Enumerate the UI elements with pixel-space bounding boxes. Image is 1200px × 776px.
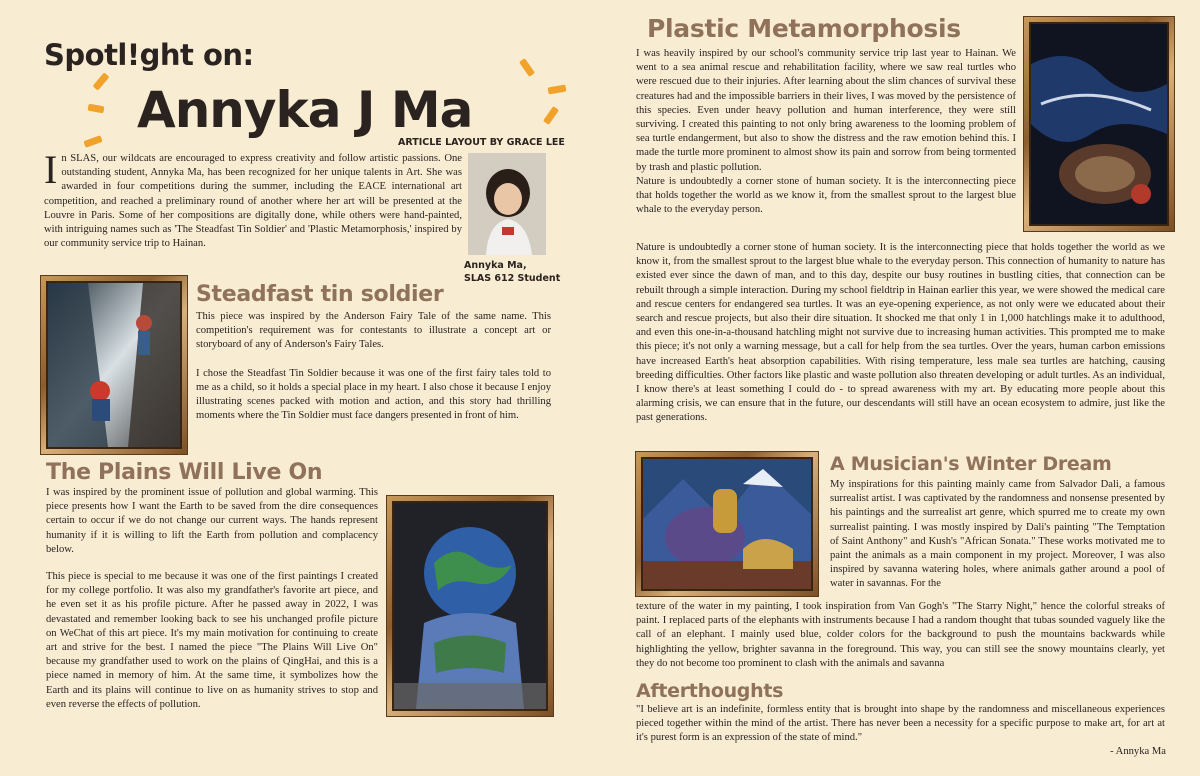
intro-paragraph xyxy=(44,152,462,268)
plains-artwork xyxy=(392,501,548,711)
plains-body-bottom xyxy=(46,570,378,712)
intro-dropcap: I xyxy=(44,152,58,192)
spotlight-label: Spotl!ght on: xyxy=(44,38,254,72)
student-portrait xyxy=(468,153,546,255)
musician-body-top xyxy=(830,478,1165,592)
spark-decoration xyxy=(548,84,567,94)
spark-decoration xyxy=(88,104,105,114)
portrait-caption-name: Annyka Ma, xyxy=(464,260,527,271)
steadfast-paragraph-2: I chose the Steadfast Tin Soldier because it was one of the first fairy tales told to me as a child, so it holds a special place in my heart. I also chose it because I enjoy illustrating scenes packed with motion and action, and this story had thrilling moments where the Tin Soldier must face dangers presented in front of him. xyxy=(196,367,551,422)
spark-decoration xyxy=(93,72,110,90)
layout-credit: ARTICLE LAYOUT BY GRACE LEE xyxy=(398,137,565,148)
musician-artwork xyxy=(641,457,813,591)
plastic-body-top xyxy=(636,47,1016,217)
plastic-paragraph-1b: Nature is undoubtedly a corner stone of human society. It is the interconnecting piece that holds together the world as we know it, from the smallest sprout to the largest blue whale to the everyday person. xyxy=(636,175,1016,216)
spark-decoration xyxy=(543,106,559,125)
musician-paragraph-2: texture of the water in my painting, I took inspiration from Van Gogh's "The Starry Night," hence the colorful streaks of paint. I replaced parts of the elephants with instruments because I had a random thought that tubas sounded vaguely like the call of an elephant. I mainly used blue, colder colors for the background to push the mountains backwards while highlighting the yellow, brighter savanna in the foreground. This way, you can still see the snowy mountains clearly, yet they do not become too prominent to clash with the animals and savanna xyxy=(636,601,1165,669)
plains-artwork-frame xyxy=(386,495,554,717)
plastic-artwork xyxy=(1029,22,1169,226)
afterthoughts-title: Afterthoughts xyxy=(636,680,784,702)
plains-body-top xyxy=(46,486,378,557)
musician-title: A Musician's Winter Dream xyxy=(830,453,1112,475)
spark-decoration xyxy=(519,58,535,77)
steadfast-artwork xyxy=(46,281,182,449)
spark-decoration xyxy=(83,135,102,148)
steadfast-paragraph-1: This piece was inspired by the Anderson Fairy Tale of the same name. This competition's requirement was for contestants to illustrate a concept art or storyboard of any of Anderson's Fairy Tales. xyxy=(196,311,551,351)
plains-paragraph-1: I was inspired by the prominent issue of pollution and global warming. This piece presents how I want the Earth to be saved from the dire consequences certain to occur if we do not change our current ways. The hands represent humanity if it is willing to lift the Earth from pollution and complacency below. xyxy=(46,487,378,555)
afterthoughts-quote: "I believe art is an indefinite, formless entity that is brought into shape by the randomness and miscellaneous experiences pieced together within the mind of the artist. There has never been a necessity for a specific purpose to make art, for art at it's purest form is an expression of the state of mind." xyxy=(636,704,1165,744)
musician-body-bottom xyxy=(636,600,1165,671)
plastic-paragraph-1: I was heavily inspired by our school's community service trip last year to Hainan. We went to a sea animal rescue and rehabilitation facility, where we saw real turtles who were rescued due to their injuries. After learning about the slim chances of survival these creatures had and the impossible barriers in their lives, I was moved by the persistence of this species. Even under heavy pollution and human interference, they were still surviving. I created this painting to not only bring awareness to the looming problem of sea turtle endangerment, but also to show the distress and the raw emotion behind this. I made the turtle more prominent to almost show its pain and sorrow from being tormented by trash and plastic pollution. xyxy=(636,48,1016,173)
musician-artwork-frame xyxy=(635,451,819,597)
plastic-body-bottom xyxy=(636,241,1165,426)
plains-title: The Plains Will Live On xyxy=(46,460,323,485)
plains-paragraph-2: This piece is special to me because it was one of the first paintings I created for my college portfolio. It was also my grandfather's favorite art piece, and he even set it as his profile picture. After he passed away in 2022, I was devastated and remember looking back to see his unchanged profile picture on WeChat of this art piece. It's my main motivation for continuing to create art and strive for the best. I named the piece "The Plains Will Live On" because my grandfather used to work on the plains of QingHai, and this is a piece named in memory of him. At the same time, it symbolizes how the Earth and its plains will continue to live on as humanity strives to stop and even reverse the effects of pollution. xyxy=(46,571,378,710)
steadfast-title: Steadfast tin soldier xyxy=(196,282,444,307)
portrait-caption xyxy=(464,259,560,285)
steadfast-artwork-frame xyxy=(40,275,188,455)
plastic-title: Plastic Metamorphosis xyxy=(647,14,961,43)
plastic-artwork-frame xyxy=(1023,16,1175,232)
steadfast-body xyxy=(196,310,551,423)
portrait-caption-role: SLAS 612 Student xyxy=(464,273,561,284)
plastic-paragraph-2: Nature is undoubtedly a corner stone of human society. It is the interconnecting piece that holds together the world as we know it, from the smallest sprout to the largest blue whale to the everyday person. This connection of humanity to nature has existed ever since the dawn of man, and to this day, despite our busy routines in bustling cities, that connection can be rebuilt through a simple interaction. During my school fieldtrip in Hainan earlier this year, we were showed the medical care and rescue centers for endangered sea turtles. It was an eye-opening experience, as not only were we educated about their search and rescue projects, but also their dire situation. It shocked me that only 1 in 1,000 hatchlings make it to adulthood, and even this one-in-a-thousand hatchling might not survive due to increasing human activities. This prompted me to make this piece; it's not only a warning message, but a call for help from the sea turtles. Over the years, human carbon emissions have increased Earth's heat absorption capabilities. With rising temperature, less male sea turtles are hatching, causing breeding difficulties. Other factors like plastic and waste pollution also threaten developing or adult turtles. As an individual, I know there's at least something I could do - to spread awareness with my art. By educating more people about this alarming crisis, we can ensure that in the future, our descendants will still have an ocean ecosystem to admire, just like the past generations. xyxy=(636,242,1165,424)
student-name-heading: Annyka J Ma xyxy=(137,81,473,139)
afterthoughts-signature: - Annyka Ma xyxy=(1110,746,1166,757)
intro-text: n SLAS, our wildcats are encouraged to express creativity and follow artistic passions. One outstanding student, Annyka Ma, has been recognized for her unique talents in Art. She was awarded in four competitions during the summer, including the EACE international art competition, and reached a preliminary round of another where her art will be presented at the Louvre in Paris. Some of her compositions are digitally done, while others were hand-painted, with intriguing names such as 'The Steadfast Tin Soldier' and 'Plastic Metamorphosis,' inspired by our community service trip to Hainan. xyxy=(44,153,462,250)
musician-paragraph-1: My inspirations for this painting mainly came from Salvador Dali, a famous surrealist artist. I was captivated by the randomness and nonsense presented by his paintings and the surrealist art genre, which spurred me to create my own surrealist painting. I was mostly inspired by Dali's painting "The Temptation of Saint Anthony" and Kush's "African Sonata." These works motivated me to paint the animals as a main component in my project. Moreover, I was also inspired by savanna watering holes, where animals gather around a pool of water in savannas. For the xyxy=(830,479,1165,590)
